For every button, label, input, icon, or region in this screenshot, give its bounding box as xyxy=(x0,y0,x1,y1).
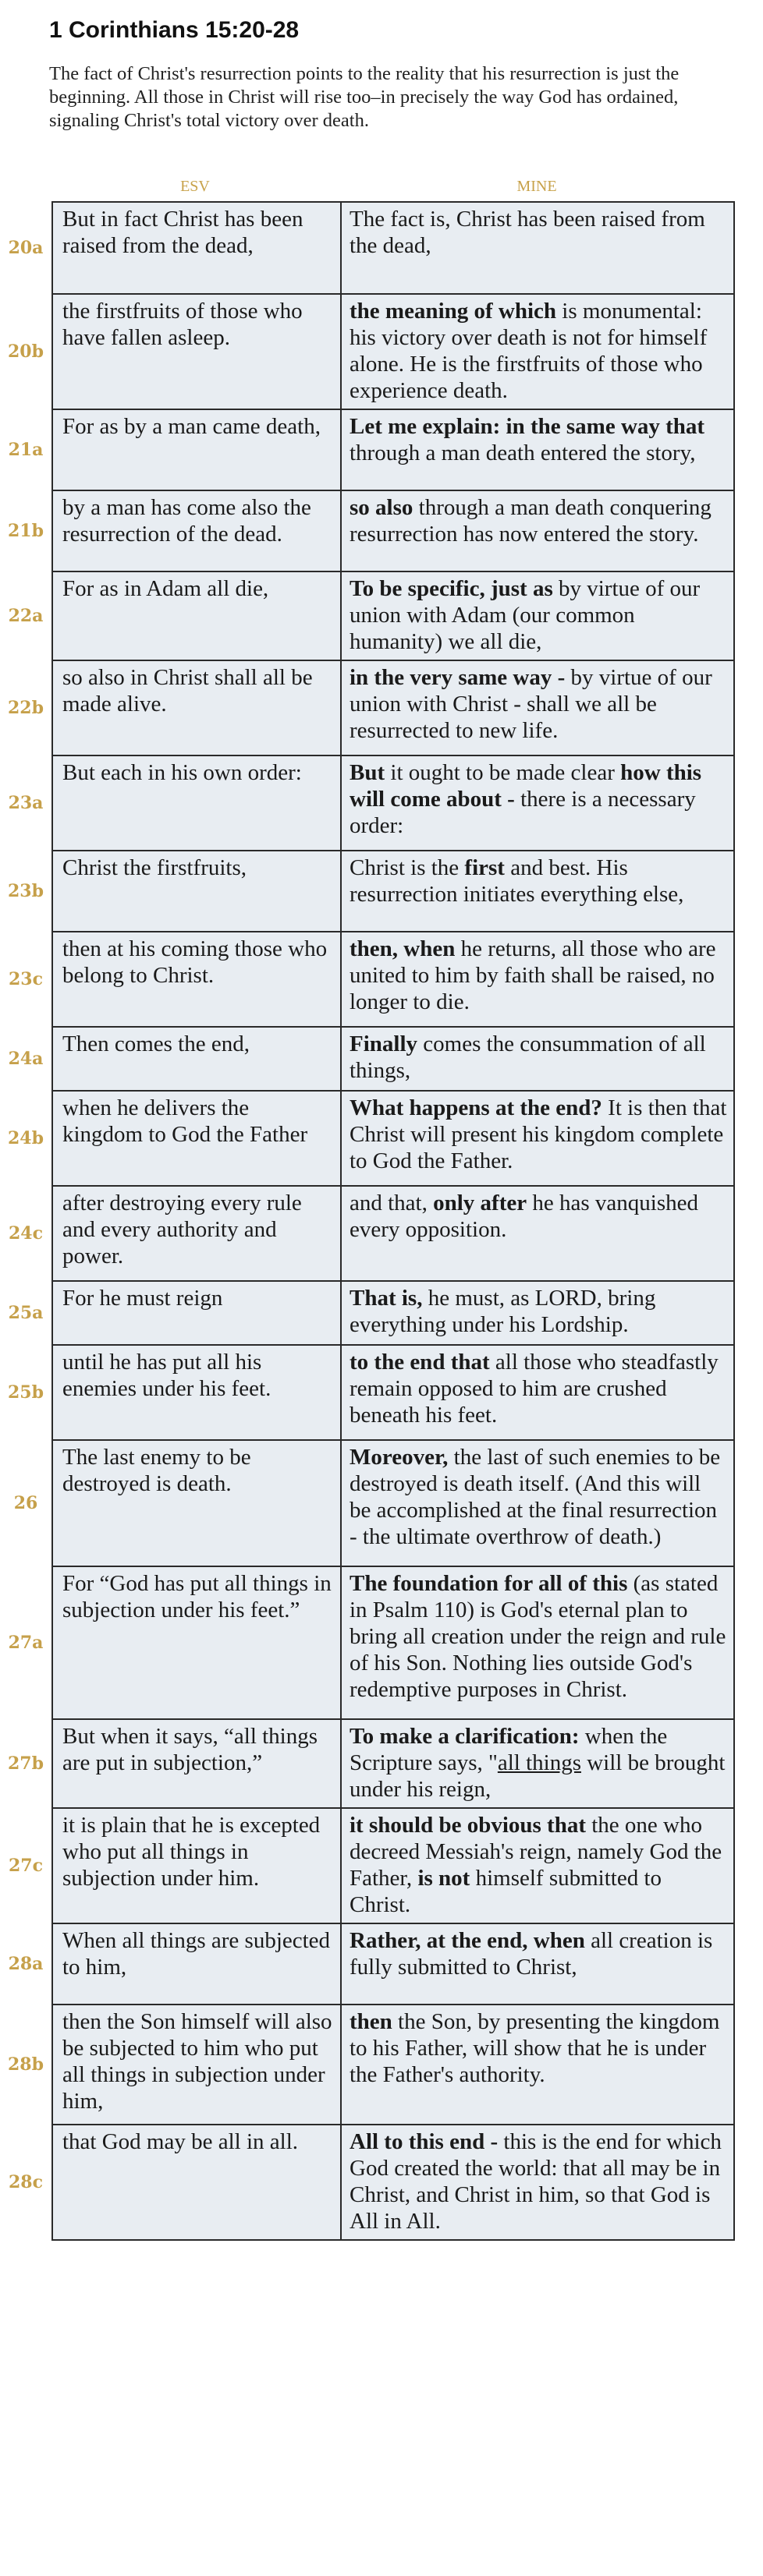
mine-text-segment: by virtue of our union with Adam (our common humanity) we all die, xyxy=(350,576,701,654)
verse-row xyxy=(0,932,734,1027)
verse-row xyxy=(0,409,734,490)
esv-cell xyxy=(52,932,341,1027)
esv-text: that God may be all in all. xyxy=(62,2129,299,2154)
mine-text xyxy=(350,206,727,259)
esv-cell xyxy=(52,2125,341,2240)
mine-text xyxy=(350,664,727,744)
mine-text-segment: this is the end for which God created the world: that all may be in Christ, and Christ in him, so that God is All in All. xyxy=(350,2129,722,2234)
mine-text-segment: the last of such enemies to be destroyed is death itself. (And this will be accomplished at the final resurrection - the ultimate overthrow of death.) xyxy=(350,1445,721,1549)
mine-text-segment: he must, as LORD, bring everything under his Lordship. xyxy=(350,1286,656,1337)
esv-text: When all things are subjected to him, xyxy=(62,1928,331,1980)
mine-text xyxy=(350,1927,727,1980)
esv-text: Christ the firstfruits, xyxy=(62,855,247,880)
verse-ref: 23a xyxy=(8,793,44,813)
verse-ref: 24a xyxy=(8,1049,44,1069)
mine-text-segment: to the end that xyxy=(350,1350,490,1375)
mine-text-segment: in the very same way - xyxy=(350,665,566,690)
mine-cell xyxy=(341,1091,734,1186)
mine-text xyxy=(350,2128,727,2235)
mine-cell xyxy=(341,1923,734,2005)
verse-ref: 27c xyxy=(8,1856,43,1876)
mine-text-segment: the meaning of which xyxy=(350,299,557,324)
mine-text-segment: is monumental: his victory over death is not for himself alone. He is the firstfruits of those who experience death. xyxy=(350,299,708,403)
esv-text: For as in Adam all die, xyxy=(62,576,269,601)
verse-ref: 25a xyxy=(8,1303,44,1323)
verse-ref: 21b xyxy=(8,521,44,541)
esv-cell xyxy=(52,1027,341,1091)
intro-paragraph: The fact of Christ's resurrection points to the reality that his resurrection is just the beginning. All those in Christ will rise too–in precisely the way God has ordained, signaling Christ's total victory over death. xyxy=(49,63,680,131)
mine-cell xyxy=(341,294,734,409)
mine-cell xyxy=(341,660,734,755)
column-header-esv: ESV xyxy=(180,178,210,195)
mine-text xyxy=(350,2008,727,2088)
verse-ref: 22a xyxy=(8,606,44,626)
verse-row xyxy=(0,1808,734,1923)
esv-text: so also in Christ shall all be made alive. xyxy=(62,665,313,717)
esv-cell xyxy=(52,2005,341,2125)
mine-text-segment: it ought to be made clear xyxy=(385,760,621,785)
verse-row xyxy=(0,1345,734,1440)
esv-text: then the Son himself will also be subjected to him who put all things in subjection under him, xyxy=(62,2009,332,2114)
verse-ref: 28a xyxy=(8,1954,44,1974)
mine-text xyxy=(350,936,727,1015)
mine-text-segment: all creation is fully submitted to Christ, xyxy=(350,1928,713,1980)
mine-cell xyxy=(341,1566,734,1719)
mine-text-segment: Finally xyxy=(350,1031,418,1056)
mine-text xyxy=(350,1570,727,1703)
esv-cell xyxy=(52,1440,341,1566)
mine-cell xyxy=(341,1719,734,1808)
verse-ref: 27a xyxy=(8,1633,44,1653)
mine-cell xyxy=(341,932,734,1027)
esv-cell xyxy=(52,490,341,571)
verse-row xyxy=(0,2005,734,2125)
esv-cell xyxy=(52,1281,341,1345)
mine-cell xyxy=(341,1027,734,1091)
verse-row xyxy=(0,1719,734,1808)
mine-cell xyxy=(341,1281,734,1345)
mine-text-segment: The fact is, Christ has been raised from the dead, xyxy=(350,207,705,258)
esv-cell xyxy=(52,660,341,755)
esv-cell xyxy=(52,1923,341,2005)
mine-cell xyxy=(341,202,734,294)
esv-text: Then comes the end, xyxy=(62,1031,250,1056)
verse-ref: 20a xyxy=(8,238,44,258)
esv-text: For “God has put all things in subjection under his feet.” xyxy=(62,1571,332,1622)
mine-text-segment: all things xyxy=(497,1750,581,1775)
verse-row xyxy=(0,851,734,932)
mine-text-segment: To be specific, just as xyxy=(350,576,553,601)
esv-text: But in fact Christ has been raised from the dead, xyxy=(62,207,303,258)
verse-ref: 25b xyxy=(8,1382,44,1403)
mine-text xyxy=(350,1095,727,1174)
esv-text: after destroying every rule and every authority and power. xyxy=(62,1191,302,1269)
mine-text-segment: then, when xyxy=(350,936,456,961)
mine-text xyxy=(350,1812,727,1918)
mine-text-segment: Rather, at the end, when xyxy=(350,1928,585,1953)
mine-text-segment: Christ is the xyxy=(350,855,465,880)
page-title: 1 Corinthians 15:20-28 xyxy=(49,17,300,43)
verse-row xyxy=(0,1091,734,1186)
mine-text xyxy=(350,1285,727,1338)
verse-row xyxy=(0,1027,734,1091)
esv-cell xyxy=(52,294,341,409)
esv-text: The last enemy to be destroyed is death. xyxy=(62,1445,251,1496)
mine-text-segment: But xyxy=(350,760,385,785)
mine-cell xyxy=(341,409,734,490)
mine-text-segment: Let me explain: in the same way that xyxy=(350,414,705,439)
mine-cell xyxy=(341,2005,734,2125)
mine-text-segment: through a man death entered the story, xyxy=(350,441,696,465)
esv-text: it is plain that he is excepted who put all things in subjection under him. xyxy=(62,1813,321,1891)
verse-row xyxy=(0,202,734,294)
verse-row xyxy=(0,1923,734,2005)
esv-cell xyxy=(52,1808,341,1923)
verse-ref: 24c xyxy=(8,1223,43,1244)
mine-text xyxy=(350,759,727,839)
verse-row xyxy=(0,571,734,660)
mine-text-segment: The foundation for all of this xyxy=(350,1571,628,1596)
mine-cell xyxy=(341,1440,734,1566)
mine-cell xyxy=(341,1345,734,1440)
esv-text: For he must reign xyxy=(62,1286,223,1311)
verse-ref: 21a xyxy=(8,440,44,460)
verse-row xyxy=(0,294,734,409)
mine-cell xyxy=(341,1186,734,1281)
mine-text-segment: then xyxy=(350,2009,392,2034)
esv-cell xyxy=(52,755,341,851)
esv-cell xyxy=(52,1091,341,1186)
mine-text xyxy=(350,298,727,404)
verse-ref: 26 xyxy=(13,1493,38,1513)
esv-cell xyxy=(52,1566,341,1719)
mine-text xyxy=(350,1444,727,1550)
mine-text xyxy=(350,855,727,908)
verse-row xyxy=(0,1440,734,1566)
mine-text-segment: it should be obvious that xyxy=(350,1813,586,1838)
mine-text xyxy=(350,1031,727,1084)
mine-text xyxy=(350,494,727,547)
verse-ref: 23b xyxy=(8,881,44,901)
mine-text-segment: Moreover, xyxy=(350,1445,449,1470)
mine-text xyxy=(350,575,727,655)
verse-ref: 27b xyxy=(8,1753,44,1774)
esv-text: when he delivers the kingdom to God the Father xyxy=(62,1095,308,1147)
esv-cell xyxy=(52,202,341,294)
mine-cell xyxy=(341,755,734,851)
verse-ref: 28c xyxy=(8,2172,43,2192)
esv-text: For as by a man came death, xyxy=(62,414,321,439)
mine-text-segment: how this will come about - xyxy=(350,760,702,812)
mine-text-segment: only after xyxy=(433,1191,527,1215)
esv-text: the firstfruits of those who have fallen asleep. xyxy=(62,299,303,350)
esv-cell xyxy=(52,1345,341,1440)
verse-ref: 20b xyxy=(8,341,44,362)
mine-text-segment: he has vanquished every opposition. xyxy=(350,1191,698,1242)
mine-cell xyxy=(341,2125,734,2240)
mine-text-segment: through a man death conquering resurrection has now entered the story. xyxy=(350,495,712,547)
mine-cell xyxy=(341,490,734,571)
mine-text-segment: (as stated in Psalm 110) is God's eternal plan to bring all creation under the reign and rule of his Son. Nothing lies outside God's redemptive purposes in Christ. xyxy=(350,1571,726,1702)
mine-text xyxy=(350,413,727,466)
esv-text: until he has put all his enemies under his feet. xyxy=(62,1350,271,1401)
mine-text-segment: first xyxy=(464,855,505,880)
mine-text-segment: That is, xyxy=(350,1286,423,1311)
esv-text: But when it says, “all things are put in subjection,” xyxy=(62,1724,318,1775)
column-header-mine: MINE xyxy=(516,178,557,195)
verse-ref: 28b xyxy=(8,2054,44,2075)
mine-text xyxy=(350,1349,727,1428)
verse-row xyxy=(0,490,734,571)
verse-ref: 22b xyxy=(8,698,44,718)
esv-cell xyxy=(52,1719,341,1808)
mine-text-segment: so also xyxy=(350,495,413,520)
mine-text-segment: It is then that Christ will present his kingdom complete to God the Father. xyxy=(350,1095,727,1173)
mine-text-segment: What happens at the end? xyxy=(350,1095,602,1120)
mine-text-segment: comes the consummation of all things, xyxy=(350,1031,706,1083)
esv-text: But each in his own order: xyxy=(62,760,302,785)
mine-text-segment: when the Scripture says, " xyxy=(350,1724,668,1775)
esv-cell xyxy=(52,1186,341,1281)
mine-text-segment: the Son, by presenting the kingdom to his Father, will show that he is under the Father's authority. xyxy=(350,2009,720,2087)
mine-text-segment: all those who steadfastly remain opposed to him are crushed beneath his feet. xyxy=(350,1350,719,1428)
verse-row xyxy=(0,2125,734,2240)
esv-cell xyxy=(52,851,341,932)
mine-text-segment: the one who decreed Messiah's reign, namely God the Father, xyxy=(350,1813,722,1891)
mine-cell xyxy=(341,571,734,660)
verse-ref: 24b xyxy=(8,1128,44,1148)
mine-cell xyxy=(341,851,734,932)
verse-row xyxy=(0,1281,734,1345)
mine-text-segment: is not xyxy=(417,1866,470,1891)
verse-row xyxy=(0,1566,734,1719)
verse-row xyxy=(0,755,734,851)
esv-text: by a man has come also the resurrection of the dead. xyxy=(62,495,311,547)
mine-text xyxy=(350,1190,727,1243)
esv-cell xyxy=(52,409,341,490)
mine-text-segment: and best. His resurrection initiates everything else, xyxy=(350,855,684,907)
mine-text-segment: All to this end - xyxy=(350,2129,499,2154)
mine-text-segment: by virtue of our union with Christ - shall we all be resurrected to new life. xyxy=(350,665,712,743)
mine-text xyxy=(350,1723,727,1803)
mine-text-segment: will be brought under his reign, xyxy=(350,1750,726,1802)
verse-comparison-table xyxy=(0,201,735,2241)
verse-ref: 23c xyxy=(8,969,43,989)
mine-text-segment: he returns, all those who are united to him by faith shall be raised, no longer to die. xyxy=(350,936,716,1014)
mine-cell xyxy=(341,1808,734,1923)
mine-text-segment: himself submitted to Christ. xyxy=(350,1866,662,1917)
esv-text: then at his coming those who belong to Christ. xyxy=(62,936,328,988)
mine-text-segment: and that, xyxy=(350,1191,434,1215)
mine-text-segment: To make a clarification: xyxy=(350,1724,580,1749)
verse-row xyxy=(0,1186,734,1281)
esv-cell xyxy=(52,571,341,660)
verse-row xyxy=(0,660,734,755)
mine-text-segment: there is a necessary order: xyxy=(350,787,696,838)
